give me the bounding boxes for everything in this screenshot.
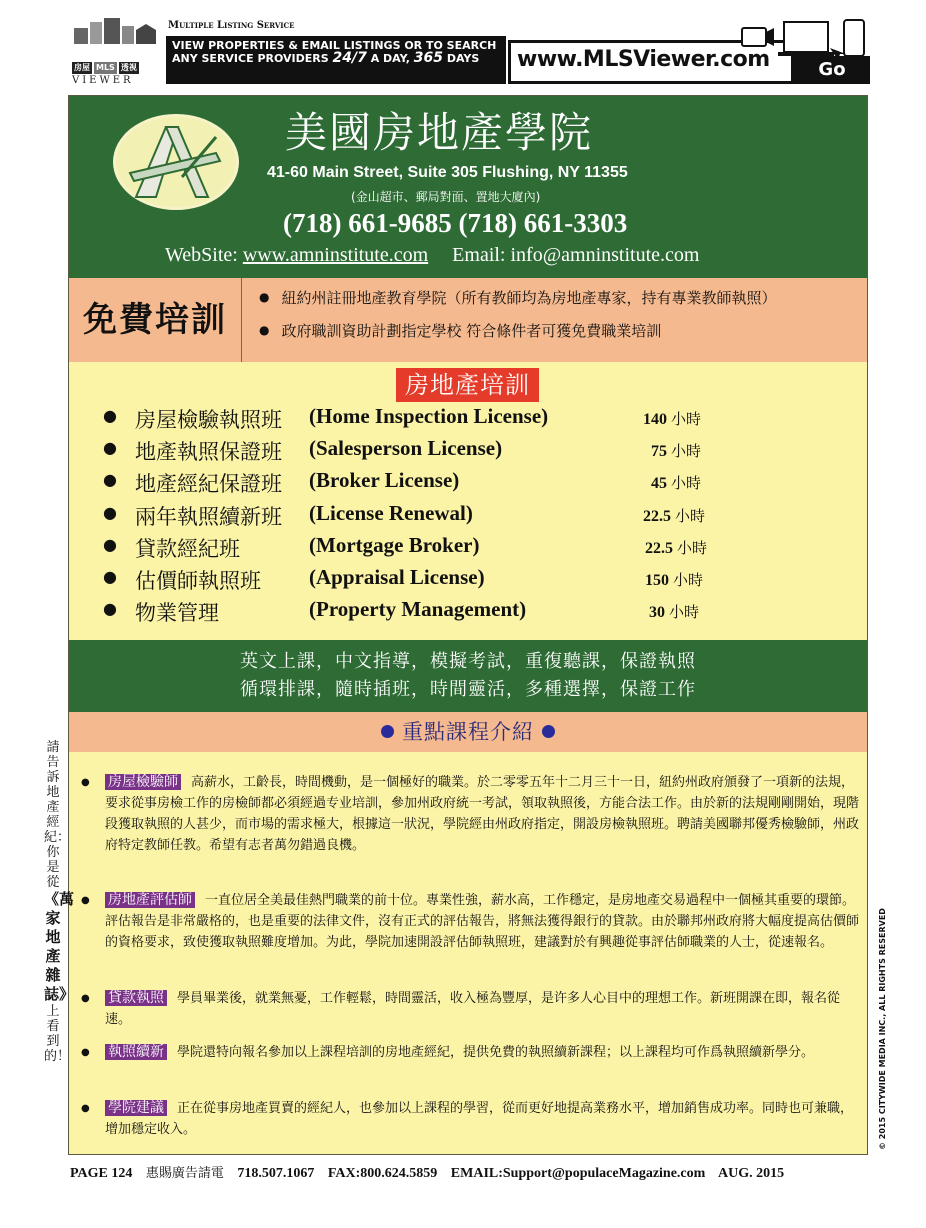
course-hours-unit: 小時 [671,410,702,428]
mls-promo-box [166,36,506,84]
free-training-points [259,282,777,348]
detail-text: 一直位居全美最佳熱門職業的前十位。專業性強，薪水高，工作穩定，是房地產交易過程中一個極其重要的環節。評估報告是非常嚴格的，也是重要的法律文件，沒有正式的評估報告，將無法獲得銀行的貸款。由於聯邦州政府將大幅度提高估價師的資格要求，致使獲取執照難度增加。为此，學院加速開設評估師執照班，建議對於有興趣從事評估師職業的人士，從速報名。 [105,893,860,950]
features-line-1: 英文上課，中文指導，模擬考試，重復聽課，保證執照 [240,651,696,672]
course-name-en: (License Renewal) [309,500,473,525]
logo-char-2: MLS [96,63,115,72]
course-name-en: (Salesperson License) [309,436,503,461]
footer-email[interactable]: EMAIL:Support@populaceMagazine.com [450,1166,706,1181]
contact-line [165,244,699,267]
course-hours-value: 140 [643,411,667,428]
mls-promo-text-e: DAYS [443,52,480,65]
footer-fax: FAX:800.624.5859 [327,1166,438,1181]
intro-heading [373,720,563,744]
course-name-zh: 兩年執照續新班 [135,504,282,529]
mls-promo-text-a: ANY SERVICE PROVIDERS [172,52,333,65]
go-button[interactable]: Go [794,56,870,84]
detail-tag: 學院建議 [105,1100,167,1116]
features-line-2: 循環排課，隨時插班，時間靈活，多種選擇，保證工作 [240,679,696,700]
course-hours-value: 30 [649,604,665,622]
website-label: WebSite: [165,244,243,266]
footer-phone[interactable]: 718.507.1067 [237,1166,315,1181]
course-hours [649,601,699,622]
school-logo-icon [116,117,236,207]
bullet-icon: ● [103,470,117,490]
side-note-part-1: 請告訴地產經紀：你是從 [44,740,71,890]
footer-page: PAGE 124 [70,1166,133,1181]
free-training-section [69,278,867,362]
course-hours-unit: 小時 [669,603,700,622]
dot-icon [542,725,555,738]
school-phones[interactable]: (718) 661-9685 (718) 661-3303 [283,208,628,238]
course-hours [651,440,701,461]
course-hours-value: 150 [645,571,669,589]
bullet-icon: ● [103,438,117,458]
logo-char-3: 透視 [120,63,137,72]
detail-item [81,1042,861,1063]
course-name-zh: 物業管理 [135,601,219,626]
course-hours-unit: 小時 [671,442,702,461]
course-name-zh: 地產經紀保證班 [135,472,282,497]
top-banner [70,18,870,88]
footer-date: AUG. 2015 [718,1166,785,1181]
mls-title: Multiple Listing Service [168,20,295,31]
mls-promo-line-1: VIEW PROPERTIES & EMAIL LISTINGS OR TO SEARCH [172,39,497,52]
course-hours [645,537,707,558]
side-note [44,740,75,1064]
course-hours-unit: 小時 [677,538,708,557]
detail-text: 學院還特向報名參加以上課程培訓的房地產經紀，提供免費的執照續新課程；以上課程均可作爲執照續新學分。 [177,1045,815,1060]
detail-item [81,890,861,953]
course-hours-value: 75 [651,443,667,461]
side-note-part-3: 上看到的！ [44,1004,71,1064]
side-note-magazine: 《萬家地產雜誌》 [44,890,75,1003]
course-name-en: (Broker License) [309,468,460,493]
course-hours-unit: 小時 [673,570,704,589]
bullet-icon: ● [103,406,117,425]
bullet-icon: ● [81,1047,90,1058]
footer-ad-label: 惠賜廣告請電 [145,1166,224,1181]
course-hours-unit: 小時 [671,474,702,493]
bullet-icon: ● [103,534,117,554]
ad-frame [68,95,868,1155]
logo-viewer-text: VIEWER [72,75,134,86]
mls-promo-365: 365 [413,50,444,66]
course-hours-unit: 小時 [675,506,706,525]
detail-text: 正在從事房地產買賣的經紀人，也參加以上課程的學習，從而更好地提高業務水平，增加銷售成功率。同時也可兼職，增加穩定收入。 [105,1101,854,1137]
intro-heading-bar [69,712,867,752]
course-hours [651,472,701,493]
course-name-zh: 貸款經紀班 [135,536,240,561]
bullet-icon: ● [81,993,90,1004]
detail-tag: 執照續新 [105,1044,167,1060]
dot-icon [381,725,394,738]
bullet-icon: ● [103,566,117,586]
free-training-point: ● 紐約州註冊地產教育學院（所有教師均為房地產專家，持有專業教師執照） [259,282,777,315]
detail-item [81,772,861,856]
course-details-section [69,752,867,1154]
course-name-en: (Appraisal License) [309,564,485,589]
page-footer [70,1162,870,1182]
course-name-zh: 地產執照保證班 [135,440,282,465]
detail-item [81,1098,861,1140]
school-address: 41-60 Main Street, Suite 305 Flushing, NY 11355 [267,164,628,181]
course-hours-value: 22.5 [643,507,671,525]
mls-promo-text-c: A DAY, [366,52,414,65]
course-hours [643,408,701,429]
free-training-point: ● 政府職訓資助計劃指定學校 符合條件者可獲免費職業培訓 [259,315,777,348]
email-label: Email: [452,244,511,266]
detail-text: 高薪水，工齡長，時間機動，是一個極好的職業。於二零零五年十二月三十一日，紐約州政府頒發了一項新的法規，要求從事房檢工作的房檢師都必須經過专业培訓，參加州政府統一考試，領取執照後，方能合法工作。由於新的法規剛剛開始，現階段獲取執照的人甚少，而市場的需求極大，根據這一狀況，學院經由州政府指定，開設房檢執照班。聘請美國聯邦優秀檢驗師，州政府特定教師任教。希望有志者萬勿錯過良機。 [105,775,860,853]
website-link[interactable]: www.amninstitute.com [242,244,429,266]
course-name-zh: 估價師執照班 [135,568,261,593]
course-name-en: (Home Inspection License) [309,404,549,428]
features-section [69,640,867,712]
free-training-title: 免費培訓 [83,300,227,340]
logo-label-row [72,62,160,74]
course-name-en: (Mortgage Broker) [309,532,480,557]
intro-heading-text: 重點課程介紹 [402,720,534,744]
bullet-icon: ● [81,777,90,788]
detail-text: 學員畢業後，就業無憂，工作輕鬆，時間靈活，收入極為豐厚，是许多人心目中的理想工作。新班開課在即，報名從速。 [105,991,841,1027]
bullet-icon: ● [103,502,117,522]
bullet-icon: ● [81,895,90,906]
mls-url-text: www.MLSViewer.com [517,47,770,72]
course-hours [645,569,703,590]
mls-promo-247: 24/7 [332,50,367,66]
email-link[interactable]: info@amninstitute.com [510,244,700,266]
detail-tag: 房地產評估師 [105,892,195,908]
detail-tag: 貸款執照 [105,990,167,1006]
course-hours [643,505,705,526]
school-name: 美國房地產學院 [285,108,594,157]
free-training-divider [241,278,242,362]
mls-promo-line-2 [172,52,500,65]
course-hours-value: 45 [651,475,667,493]
mls-viewer-logo[interactable] [70,18,162,88]
school-logo [113,114,239,210]
detail-tag: 房屋檢驗師 [105,774,181,790]
courses-heading: 房地產培訓 [396,368,539,402]
school-header [69,96,867,278]
buildings-icon [70,18,160,44]
course-name-en: (Property Management) [309,597,527,622]
logo-char-1: 房屋 [74,63,90,72]
bullet-icon: ● [103,599,117,619]
course-hours-value: 22.5 [645,539,673,557]
copyright-notice: © 2015 CITYWIDE MEDIA INC., ALL RIGHTS RESERVED [878,908,887,1150]
courses-section [69,362,867,640]
school-address-note: (金山超市、郵局對面、置地大廈內) [351,190,541,204]
course-name-zh: 房屋檢驗執照班 [135,408,282,432]
bullet-icon: ● [81,1103,90,1114]
detail-item [81,988,861,1030]
